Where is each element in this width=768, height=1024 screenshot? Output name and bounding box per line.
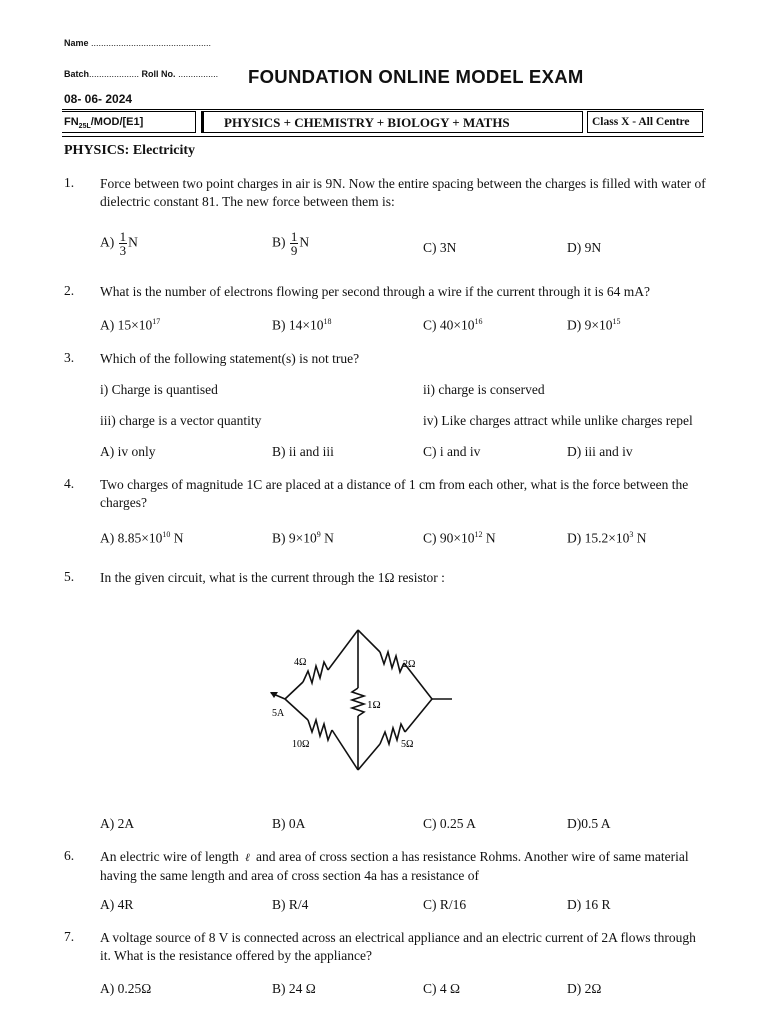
- q4-a-label: A): [100, 530, 115, 546]
- q4-d-label: D): [567, 530, 582, 546]
- exam-title: FOUNDATION ONLINE MODEL EXAM: [248, 66, 584, 87]
- q4-b-base: 9×10: [288, 530, 317, 546]
- class-text: Class X - All Centre: [592, 116, 690, 128]
- q4-c-base: 90×10: [439, 530, 475, 546]
- q1-b-label: B): [272, 234, 286, 250]
- q5-text: In the given circuit, what is the current through the 1Ω resistor :: [100, 570, 445, 585]
- wire-top-right: [358, 630, 380, 652]
- q5-option-a: A) 2A: [100, 816, 135, 831]
- q7-b-value: 24 Ω: [288, 981, 316, 996]
- q1-a-unit: N: [128, 234, 138, 250]
- code-suffix: /MOD/[E1]: [90, 116, 144, 128]
- q2-d-label: D): [567, 317, 582, 333]
- q4-b-exp: 9: [316, 530, 321, 539]
- q6-text-post: and area of cross section a has resistance Rohms. Another wire of same material having the same length and area of cross section 4a has a resistance of: [100, 849, 689, 883]
- q3-statement-3: iii) charge is a vector quantity: [100, 413, 262, 428]
- subjects-box: [201, 111, 583, 133]
- q1-option-c: C) 3N: [423, 240, 457, 255]
- q6-option-b: B) R/4: [272, 897, 309, 912]
- q4-d-unit: N: [636, 530, 647, 546]
- q4-number: 4.: [64, 476, 75, 491]
- q2-c-label: C): [423, 317, 437, 333]
- q7-d-value: 2Ω: [584, 981, 602, 996]
- resistor-10ohm: [308, 720, 332, 740]
- q2-d-exp: 15: [612, 317, 621, 326]
- q2-a-exp: 17: [152, 317, 161, 326]
- q2-option-a: [100, 317, 160, 334]
- name-field: [64, 38, 211, 48]
- label-4ohm: 4Ω: [294, 657, 307, 668]
- wire-bottom-left-2: [332, 730, 358, 770]
- q2-b-base: 14×10: [288, 317, 324, 333]
- q2-c-exp: 16: [474, 317, 483, 326]
- q6-length-symbol: ℓ: [245, 852, 250, 864]
- q2-option-c: [423, 317, 483, 334]
- label-2ohm: 2Ω: [403, 659, 416, 670]
- q4-a-exp: 10: [162, 530, 171, 539]
- label-5a: 5A: [272, 708, 285, 719]
- name-blank: ................................................: [91, 38, 212, 48]
- q4-option-b: [272, 530, 334, 547]
- q2-number: 2.: [64, 283, 75, 298]
- wire-top-left: [285, 682, 303, 699]
- header-rule-bottom: [62, 136, 704, 137]
- circuit-diagram: [260, 622, 460, 776]
- q5-option-d: D)0.5 A: [567, 816, 611, 831]
- q2-c-base: 40×10: [439, 317, 475, 333]
- q4-c-label: C): [423, 530, 437, 546]
- q6-text: [100, 848, 710, 885]
- label-1ohm: 1Ω: [367, 699, 381, 711]
- q1-option-a: [100, 230, 138, 257]
- q3-text: Which of the following statement(s) is not true?: [100, 351, 360, 366]
- q4-option-d: [567, 530, 647, 547]
- q3-statement-4: iv) Like charges attract while unlike charges repel: [423, 413, 693, 428]
- code-sub: 25L: [78, 123, 91, 131]
- q3-statement-2: ii) charge is conserved: [423, 382, 545, 397]
- q1-number: 1.: [64, 175, 75, 190]
- q1-b-fraction: [290, 230, 299, 257]
- q2-text: What is the number of electrons flowing per second through a wire if the current through it is 64 mA?: [100, 284, 650, 299]
- q3-number: 3.: [64, 350, 75, 365]
- q2-a-label: A): [100, 317, 115, 333]
- wire-bottom-left: [285, 699, 308, 720]
- q2-option-d: [567, 317, 621, 334]
- q4-a-base: 8.85×10: [117, 530, 163, 546]
- q4-option-c: [423, 530, 496, 547]
- q7-c-label: C): [423, 981, 437, 996]
- wire-top-left-2: [328, 630, 358, 670]
- q4-c-exp: 12: [474, 530, 483, 539]
- code-prefix: FN: [64, 116, 79, 128]
- q2-a-base: 15×10: [117, 317, 153, 333]
- q7-option-b: [272, 981, 316, 997]
- q4-d-base: 15.2×10: [584, 530, 630, 546]
- wire-bottom-right-2: [405, 699, 432, 732]
- q5-option-b: B) 0A: [272, 816, 306, 831]
- q1-option-b: [272, 230, 309, 257]
- q4-text: Two charges of magnitude 1C are placed at a distance of 1 cm from each other, what is the force between the charges?: [100, 477, 689, 510]
- q4-d-exp: 3: [629, 530, 634, 539]
- q5-number: 5.: [64, 569, 75, 584]
- q1-option-d: D) 9N: [567, 240, 602, 255]
- subjects-text: PHYSICS + CHEMISTRY + BIOLOGY + MATHS: [224, 115, 510, 130]
- q3-statement-1: i) Charge is quantised: [100, 382, 218, 397]
- wire-bottom-right: [358, 744, 380, 770]
- q2-option-b: [272, 317, 332, 334]
- q4-b-unit: N: [324, 530, 334, 546]
- q2-d-base: 9×10: [584, 317, 613, 333]
- q6-text-pre: An electric wire of length: [100, 849, 239, 864]
- q4-a-unit: N: [173, 530, 184, 546]
- q3-option-b: B) ii and iii: [272, 444, 334, 459]
- q3-option-a: A) iv only: [100, 444, 156, 459]
- q1-a-fraction: [119, 230, 128, 257]
- batch-roll-field: [64, 69, 218, 79]
- q2-b-exp: 18: [323, 317, 332, 326]
- q7-a-value: 0.25Ω: [117, 981, 152, 996]
- q7-number: 7.: [64, 929, 75, 944]
- resistor-1ohm: [352, 688, 364, 716]
- q6-number: 6.: [64, 848, 75, 863]
- q4-b-label: B): [272, 530, 286, 546]
- roll-blank: ................: [178, 69, 219, 79]
- batch-blank: ....................: [89, 69, 140, 79]
- exam-date: 08- 06- 2024: [64, 92, 133, 106]
- q7-a-label: A): [100, 981, 115, 996]
- q7-option-c: [423, 981, 460, 997]
- batch-label: Batch: [64, 69, 90, 79]
- q1-text: Force between two point charges in air is 9N. Now the entire spacing between the charges is filled with water of dielectric constant 81. The new force between them is:: [100, 176, 706, 209]
- q1-a-num: 1: [119, 229, 127, 244]
- q7-b-label: B): [272, 981, 286, 996]
- resistor-2ohm: [380, 652, 404, 672]
- section-title: PHYSICS: Electricity: [64, 143, 196, 158]
- q6-option-d: D) 16 R: [567, 897, 611, 912]
- resistor-4ohm: [303, 662, 328, 683]
- header-rule-top: [62, 109, 704, 110]
- q1-b-den: 9: [290, 243, 298, 258]
- q7-text: A voltage source of 8 V is connected across an electrical appliance and an electric current of 2A flows through it. What is the resistance offered by the appliance?: [100, 930, 696, 963]
- q1-b-num: 1: [290, 229, 298, 244]
- label-5ohm: 5Ω: [401, 739, 414, 750]
- q1-a-den: 3: [119, 243, 127, 258]
- label-10ohm: 10Ω: [292, 739, 310, 750]
- q7-option-a: [100, 981, 151, 997]
- q7-d-label: D): [567, 981, 582, 996]
- q3-option-c: C) i and iv: [423, 444, 481, 459]
- code-box: [62, 111, 196, 133]
- q6-option-c: C) R/16: [423, 897, 467, 912]
- roll-label: Roll No.: [141, 69, 176, 79]
- q4-option-a: [100, 530, 184, 547]
- q1-b-unit: N: [299, 234, 310, 250]
- q3-option-d: D) iii and iv: [567, 444, 633, 459]
- name-label: Name: [64, 38, 89, 48]
- q4-c-unit: N: [485, 530, 496, 546]
- q7-option-d: [567, 981, 601, 997]
- q6-option-a: A) 4R: [100, 897, 134, 912]
- q5-option-c: C) 0.25 A: [423, 816, 476, 831]
- q7-c-value: 4 Ω: [439, 981, 461, 996]
- q2-b-label: B): [272, 317, 286, 333]
- class-box: [587, 111, 703, 133]
- q1-a-label: A): [100, 234, 115, 250]
